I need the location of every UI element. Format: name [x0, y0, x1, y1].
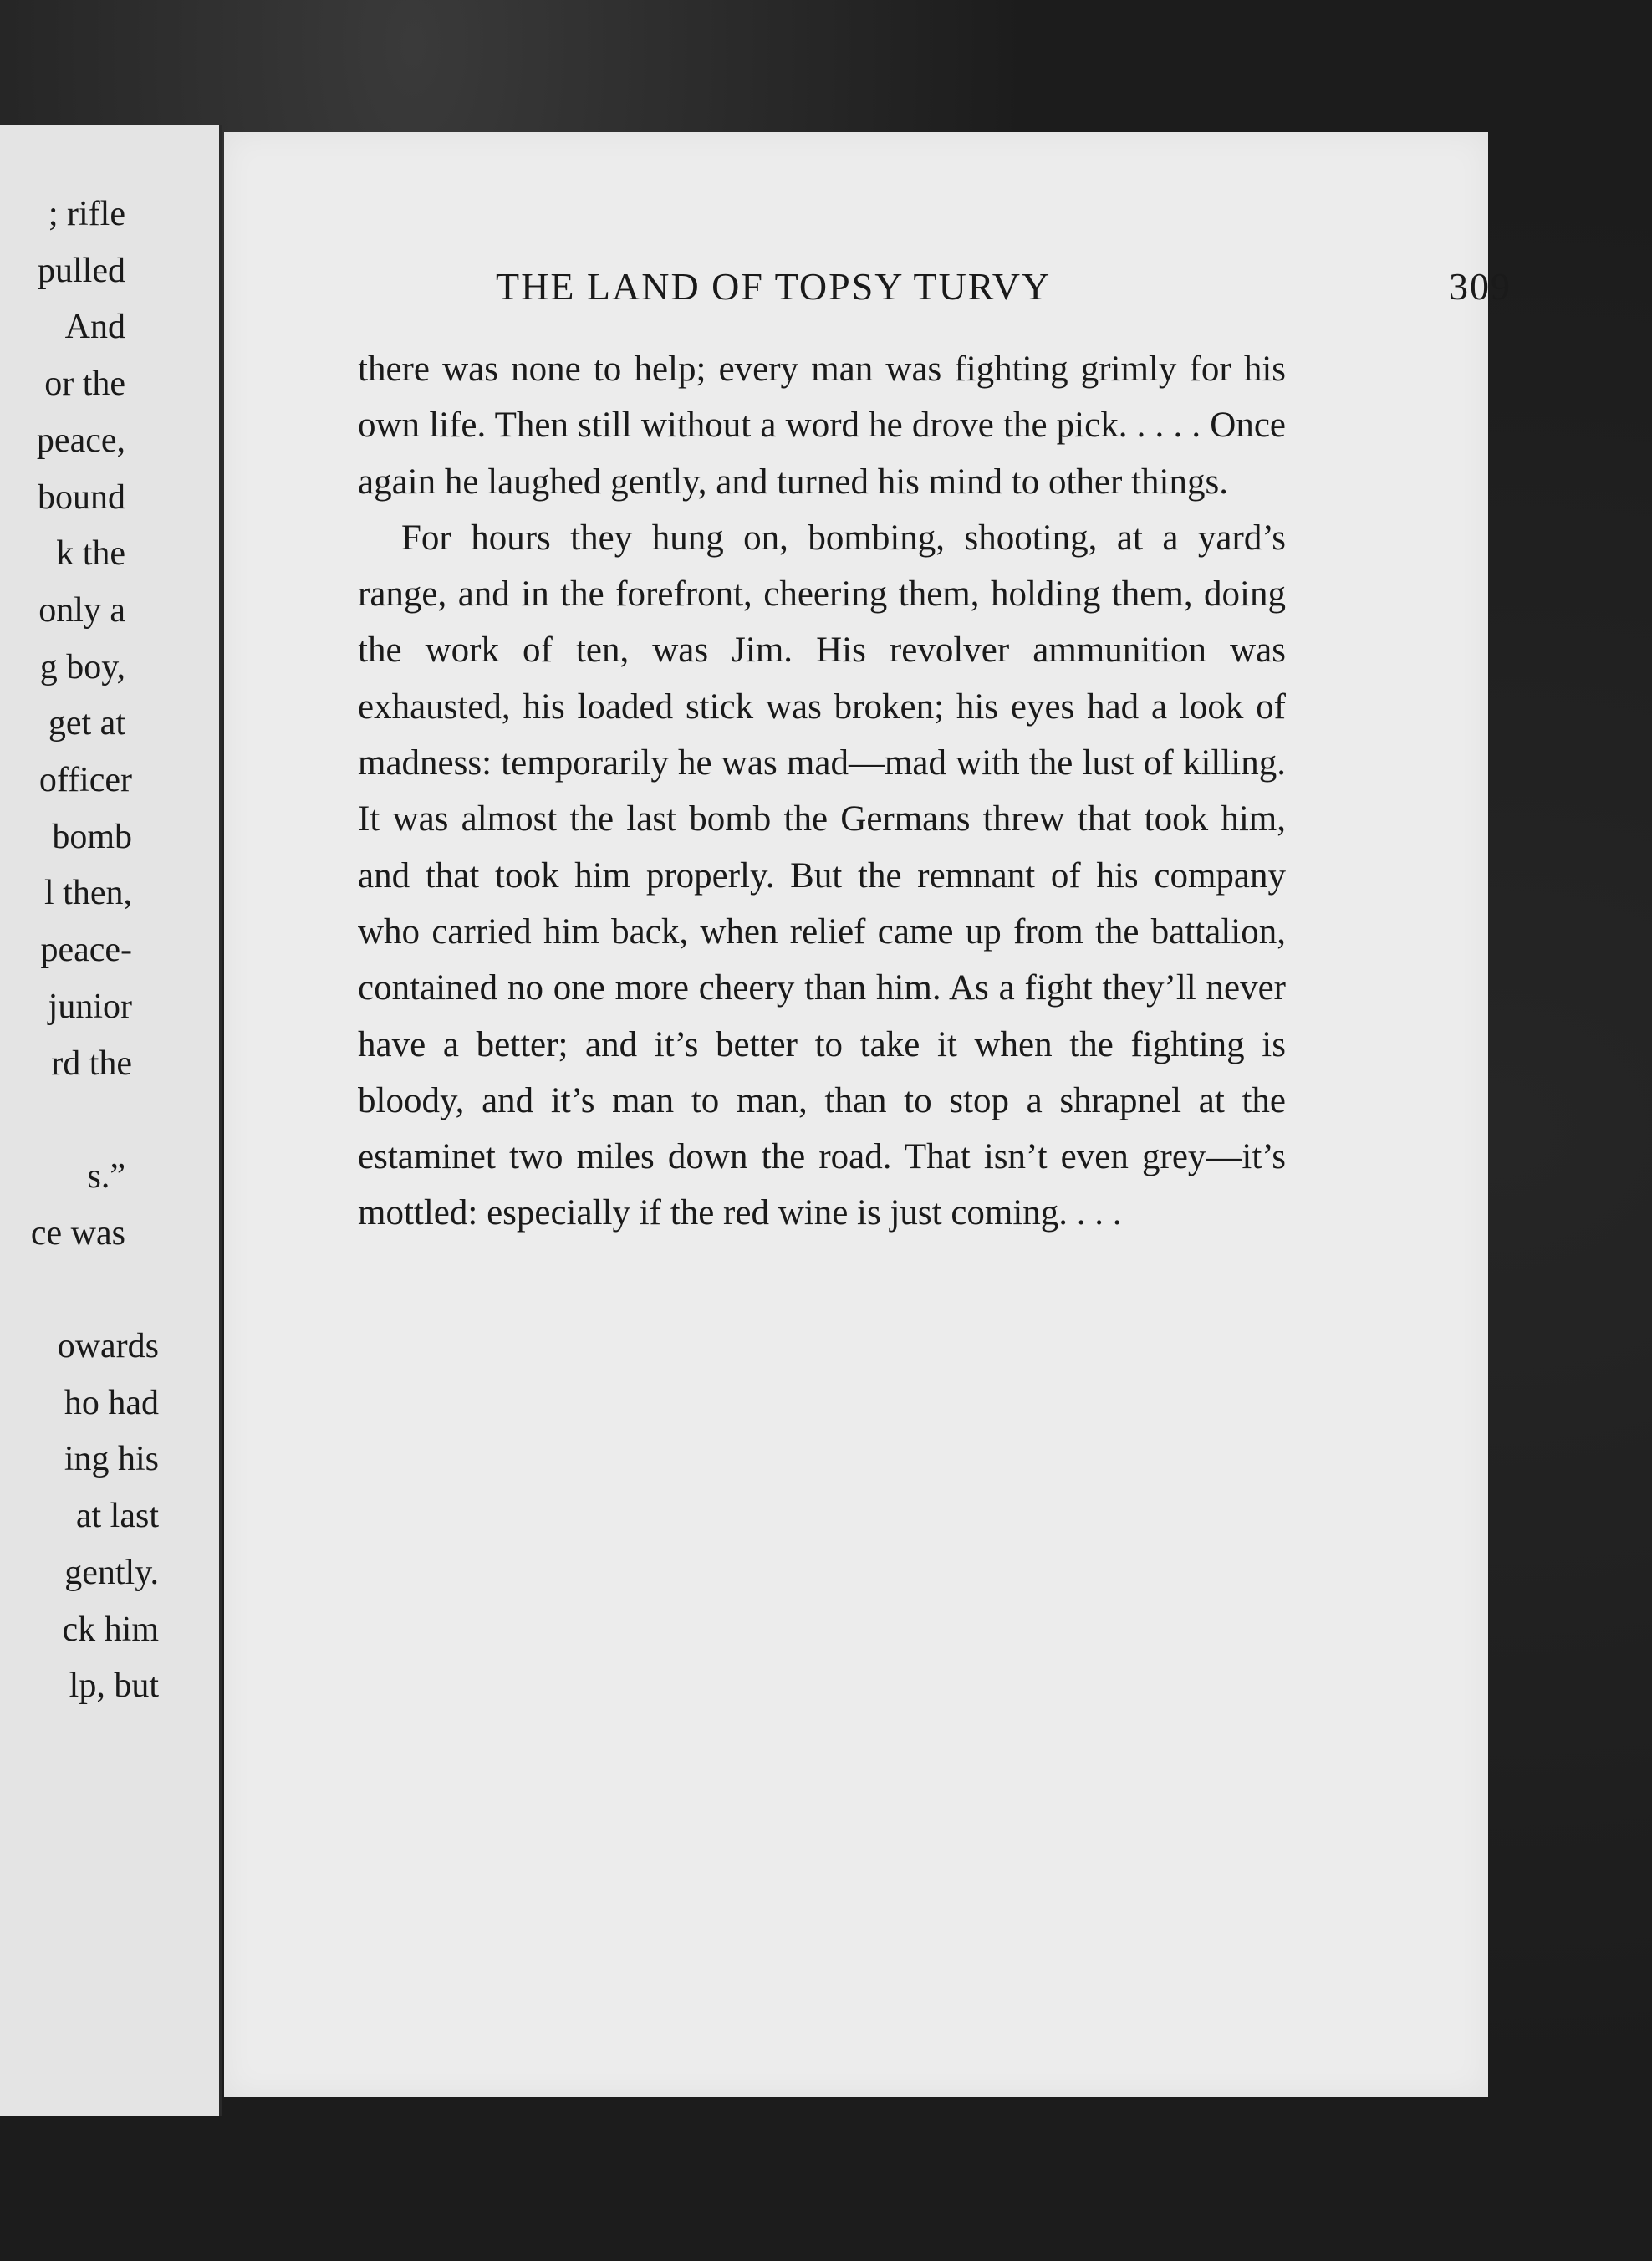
left-page-line: peace,	[36, 421, 125, 460]
left-page-line: owards	[57, 1327, 159, 1365]
left-page-line: gently.	[64, 1553, 159, 1592]
left-page-line: ; rifle	[48, 195, 125, 233]
left-page-line: s.”	[87, 1156, 125, 1196]
left-page-line: k the	[56, 534, 125, 574]
left-page-line: bomb	[52, 817, 132, 856]
left-page-line: ck him	[62, 1610, 159, 1649]
left-page-line: ce was	[30, 1213, 125, 1253]
left-page-line: at last	[75, 1497, 159, 1536]
running-title: THE LAND OF TOPSY TURVY	[496, 265, 1052, 308]
left-page-line: peace-	[40, 931, 132, 970]
left-page-line: ing his	[64, 1440, 159, 1479]
right-page	[224, 132, 1512, 2097]
left-page-line: get at	[48, 704, 125, 743]
left-page-line: only a	[38, 590, 125, 630]
left-page-line: pulled	[38, 251, 125, 290]
left-page-line: ho had	[64, 1383, 159, 1422]
paragraph-2: For hours they hung on, bombing, shooting, at a yard’s range, and in the forefront, cheering them, holding them, doing the work of ten, was Jim. His revolver ammunition was exhausted, his loaded stick was broken; his eyes had a look of madness: temporarily he was mad—mad with the lust of killing. It was almost the last bomb the Germans threw that took him, and that took him properly. But the remnant of his company who carried him back, when relief came up from the battalion, contained no one more cheery than him. As a fight they’ll never have a better; and it’s better to take it when the fighting is bloody, and it’s man to man, than to stop a shrapnel at the estaminet two miles down the road. That isn’t even grey—it’s mottled: especially if the red wine is just coming. . . .	[358, 518, 1286, 1233]
left-page-line: l then,	[44, 874, 132, 913]
left-page-line: junior	[48, 987, 132, 1026]
left-page-line: rd the	[51, 1044, 132, 1083]
left-page-line: officer	[38, 761, 132, 799]
running-header	[496, 264, 1512, 314]
left-page-line: bound	[38, 477, 125, 517]
left-page-line: g boy,	[39, 647, 125, 686]
paragraph-1: there was none to help; every man was fighting grimly for his own life. Then still without a word he drove the pick. . . . . Once again he laughed gently, and turned his mind to other things.	[358, 350, 1286, 502]
left-page-line: or the	[44, 365, 125, 404]
body-text	[358, 341, 1286, 1242]
left-page-line: And	[64, 308, 125, 347]
left-page-line: lp, but	[69, 1666, 159, 1706]
page-number: 309	[1449, 265, 1512, 308]
left-facing-page	[0, 125, 222, 2116]
